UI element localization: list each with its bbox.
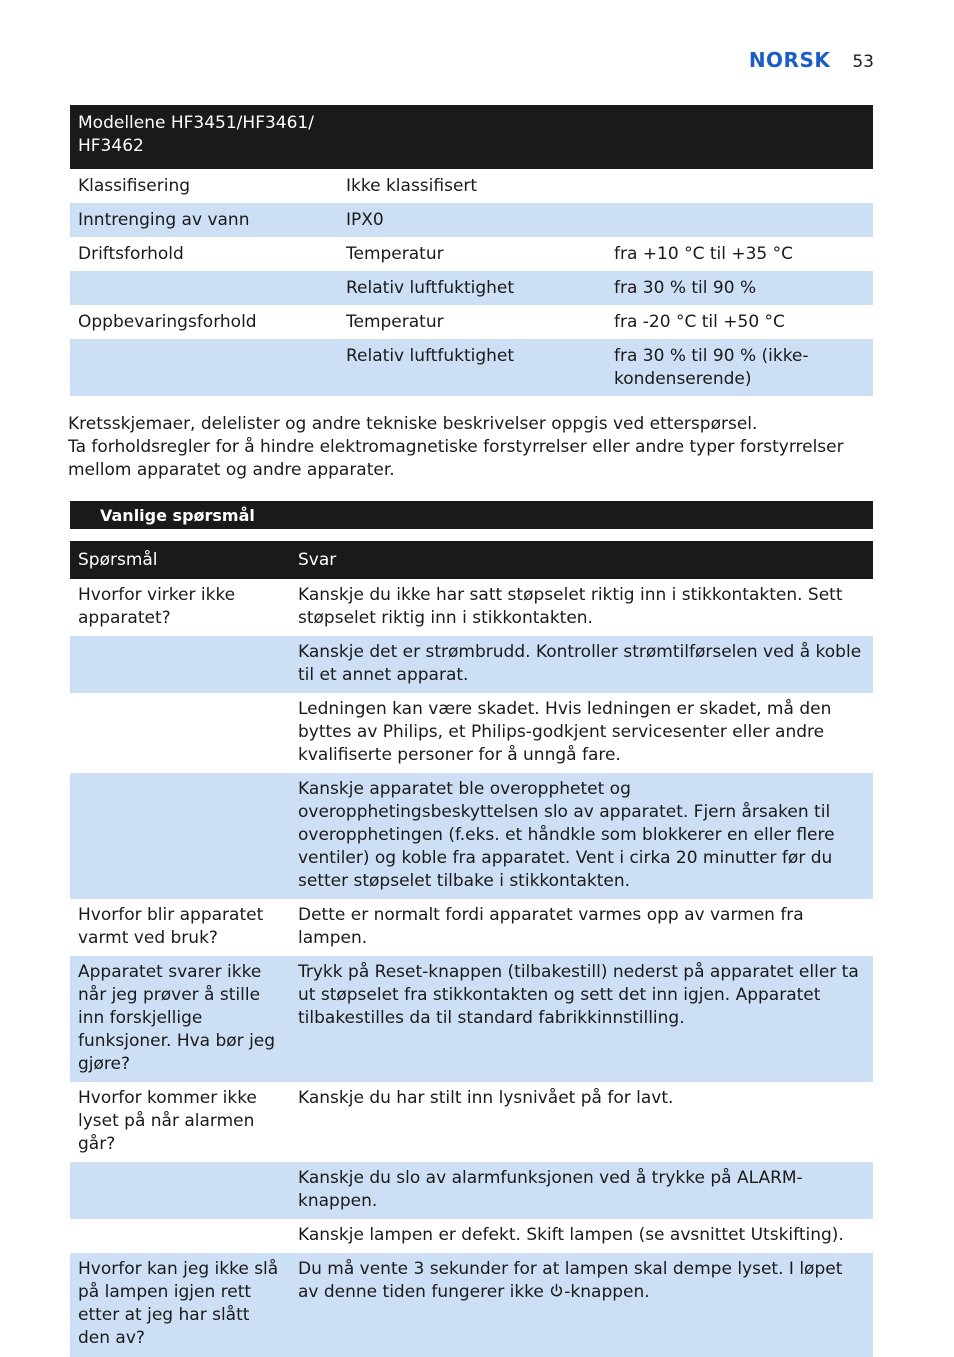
spec-cell bbox=[70, 271, 338, 305]
faq-row bbox=[70, 773, 873, 899]
faq-answer bbox=[290, 1253, 873, 1357]
spec-cell: Temperatur bbox=[346, 312, 444, 332]
spec-cell: fra +10 °C til +35 °C bbox=[614, 244, 794, 264]
faq-question: Hvorfor virker ikke apparatet? bbox=[78, 585, 236, 628]
faq-row bbox=[70, 1162, 873, 1219]
spec-cell bbox=[606, 203, 873, 237]
spec-row bbox=[70, 305, 873, 339]
language-label: NORSK bbox=[748, 48, 831, 72]
spec-cell bbox=[606, 169, 873, 203]
faq-question bbox=[70, 1219, 290, 1253]
faq-answer-text: Du må vente 3 sekunder for at lampen skal dempe lyset. I løpet av denne tiden fungerer ikke bbox=[298, 1259, 843, 1302]
spec-cell: fra 30 % til 90 % bbox=[606, 271, 873, 305]
spec-title bbox=[70, 105, 873, 169]
faq-question bbox=[70, 773, 290, 899]
spec-cell: Inntrenging av vann bbox=[70, 203, 338, 237]
spec-cell: Driftsforhold bbox=[78, 244, 184, 264]
spec-cell bbox=[70, 339, 338, 396]
section-title: Vanlige spørsmål bbox=[70, 501, 873, 529]
faq-question bbox=[70, 636, 290, 693]
spec-cell: Ikke klassifisert bbox=[346, 176, 478, 196]
faq-answer: Dette er normalt fordi apparatet varmes opp av varmen fra lampen. bbox=[298, 905, 804, 948]
faq-answer: Ledningen kan være skadet. Hvis ledningen er skadet, må den byttes av Philips, et Philips-godkjent servicesenter eller andre kvalifiserte personer for å unngå fare. bbox=[298, 699, 832, 765]
faq-answer: Kanskje du har stilt inn lysnivået på for lavt. bbox=[298, 1088, 674, 1108]
faq-answer: Kanskje du slo av alarmfunksjonen ved å trykke på ALARM-knappen. bbox=[290, 1162, 873, 1219]
faq-question: Hvorfor blir apparatet varmt ved bruk? bbox=[78, 905, 264, 948]
faq-question: Hvorfor kan jeg ikke slå på lampen igjen rett etter at jeg har slått den av? bbox=[70, 1253, 290, 1357]
spec-row bbox=[70, 169, 873, 203]
faq-answer: Kanskje apparatet ble overopphetet og overopphetingsbeskyttelsen slo av apparatet. Fjern årsaken til overopphetingen (f.eks. et håndkle som blokkerer en eller flere ventiler) og koble fra apparatet. Vent i cirka 20 minutter før du setter støpselet tilbake i stikkontakten. bbox=[290, 773, 873, 899]
faq-row bbox=[70, 899, 873, 956]
spec-row bbox=[70, 271, 873, 305]
spec-cell: Temperatur bbox=[346, 244, 444, 264]
faq-answer: Kanskje du ikke har satt støpselet riktig inn i stikkontakten. Sett støpselet riktig inn i stikkontakten. bbox=[298, 585, 843, 628]
faq-row bbox=[70, 1253, 873, 1357]
faq-table bbox=[70, 541, 873, 1357]
spec-cell: Relativ luftfuktighet bbox=[338, 271, 606, 305]
spec-header-row bbox=[70, 105, 873, 169]
faq-row bbox=[70, 693, 873, 773]
note-paragraph: Kretsskjemaer, delelister og andre tekniske beskrivelser oppgis ved etterspørsel. bbox=[68, 414, 758, 434]
spec-row bbox=[70, 237, 873, 271]
faq-row bbox=[70, 1082, 873, 1162]
faq-question: Apparatet svarer ikke når jeg prøver å stille inn forskjellige funksjoner. Hva bør jeg gjøre? bbox=[70, 956, 290, 1082]
spec-cell: Oppbevaringsforhold bbox=[78, 312, 257, 332]
faq-answer: Trykk på Reset-knappen (tilbakestill) nederst på apparatet eller ta ut støpselet fra stikkontakten og sett det inn igjen. Apparatet tilbakestilles da til standard fabrikkinnstilling. bbox=[290, 956, 873, 1082]
spec-table bbox=[70, 105, 873, 396]
spec-cell: Klassifisering bbox=[78, 176, 191, 196]
faq-header-answer: Svar bbox=[290, 541, 873, 579]
power-icon bbox=[549, 1283, 564, 1298]
spec-cell: fra 30 % til 90 % (ikke-kondenserende) bbox=[606, 339, 873, 396]
spec-row bbox=[70, 339, 873, 396]
faq-header-question: Spørsmål bbox=[70, 541, 290, 579]
spec-cell: fra -20 °C til +50 °C bbox=[614, 312, 785, 332]
faq-row bbox=[70, 579, 873, 636]
faq-answer-text: -knappen. bbox=[564, 1282, 650, 1302]
faq-answer: Kanskje lampen er defekt. Skift lampen (se avsnittet Utskifting). bbox=[298, 1225, 844, 1245]
spec-cell: Relativ luftfuktighet bbox=[338, 339, 606, 396]
faq-question bbox=[70, 1162, 290, 1219]
spec-title-text: Modellene HF3451/HF3461/ HF3462 bbox=[78, 113, 314, 156]
spec-cell: IPX0 bbox=[338, 203, 606, 237]
spec-row bbox=[70, 203, 873, 237]
faq-answer: Kanskje det er strømbrudd. Kontroller strømtilførselen ved å koble til et annet apparat. bbox=[290, 636, 873, 693]
page-number: 53 bbox=[852, 52, 874, 72]
faq-row bbox=[70, 956, 873, 1082]
faq-row bbox=[70, 636, 873, 693]
note-paragraph: Ta forholdsregler for å hindre elektromagnetiske forstyrrelser eller andre typer forstyrrelser mellom apparatet og andre apparater. bbox=[68, 437, 844, 480]
notes bbox=[68, 413, 876, 482]
faq-question: Hvorfor kommer ikke lyset på når alarmen går? bbox=[78, 1088, 257, 1154]
page-header bbox=[749, 48, 874, 72]
faq-header-row bbox=[70, 541, 873, 579]
faq-row bbox=[70, 1219, 873, 1253]
faq-question bbox=[70, 693, 290, 773]
